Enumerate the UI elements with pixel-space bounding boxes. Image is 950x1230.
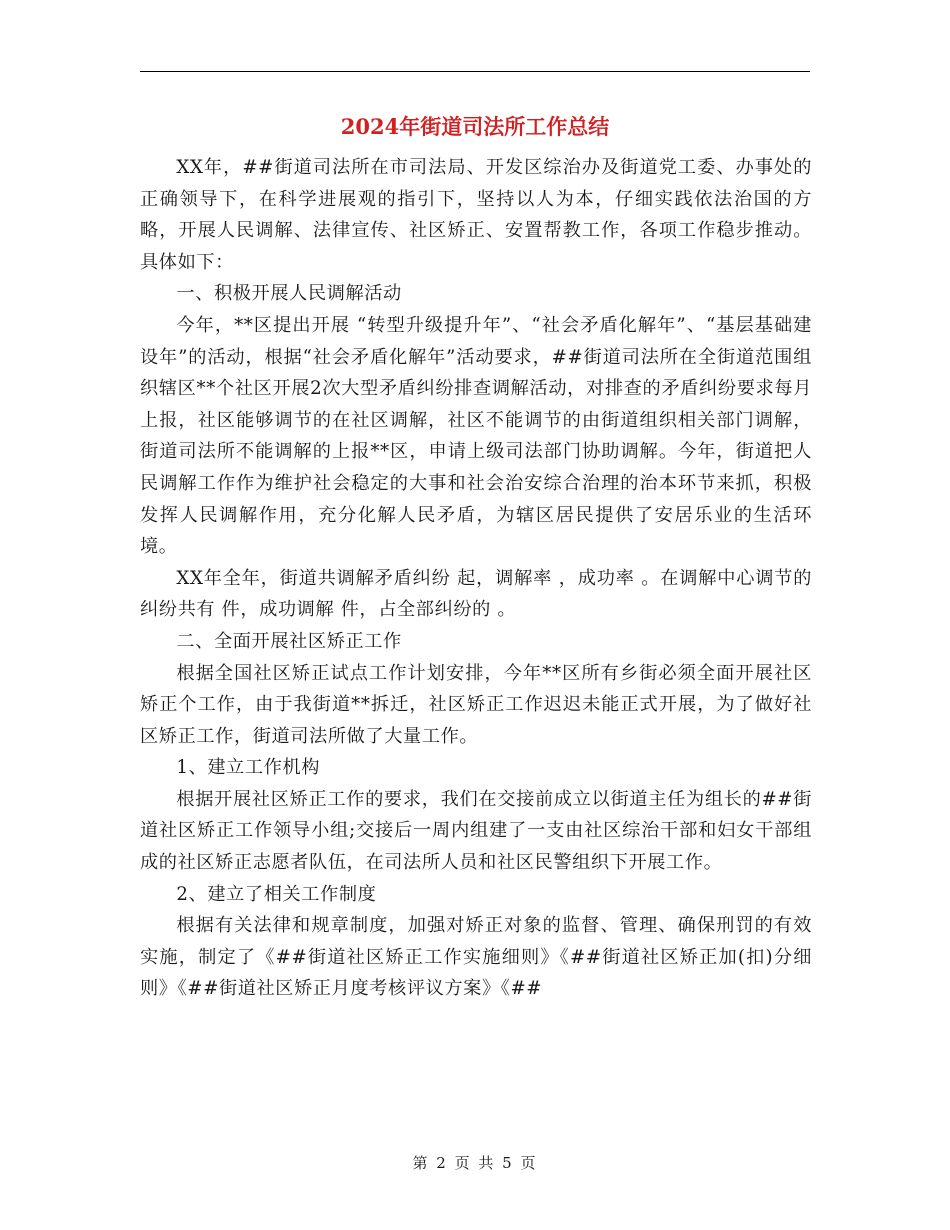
section-heading-mediation: 一、积极开展人民调解活动 xyxy=(176,283,402,305)
paragraph-organization: 根据开展社区矫正工作的要求，我们在交接前成立以街道主任为组长的##街道社区矫正工作领导小组;交接后一周内组建了一支由社区综治干部和妇女干部组成的社区矫正志愿者队伍，在司法所人员和社区民警组织下开展工作。 xyxy=(140,788,812,874)
document-body xyxy=(140,152,812,1005)
subheading-organization: 1、建立工作机构 xyxy=(176,757,321,779)
section-heading-correction: 二、全面开展社区矫正工作 xyxy=(176,630,402,652)
page-footer: 第 2 页 共 5 页 xyxy=(412,1154,538,1172)
paragraph-mediation-stats: XX年全年，街道共调解矛盾纠纷 起，调解率 ，成功率 。在调解中心调节的纠纷共有 件，成功调解 件，占全部纠纷的 。 xyxy=(140,567,812,621)
paragraph-mediation: 今年，**区提出开展 “转型升级提升年”、“社会矛盾化解年”、“基层基础建设年”的活动，根据“社会矛盾化解年”活动要求，##街道司法所在全街道范围组织辖区**个社区开展2次大型矛盾纠纷排查调解活动，对排查的矛盾纠纷要求每月上报，社区能够调节的在社区调解，社区不能调节的由街道组织相关部门调解，街道司法所不能调解的上报**区，申请上级司法部门协助调解。今年，街道把人民调解工作作为维护社会稳定的大事和社会治安综合治理的治本环节来抓，积极发挥人民调解作用，充分化解人民矛盾，为辖区居民提供了安居乐业的生活环境。 xyxy=(140,314,812,558)
paragraph-correction: 根据全国社区矫正试点工作计划安排，今年**区所有乡街必须全面开展社区矫正个工作，由于我街道**拆迁，社区矫正工作迟迟未能正式开展，为了做好社区矫正工作，街道司法所做了大量工作。 xyxy=(140,662,812,747)
paragraph-intro: XX年，##街道司法所在市司法局、开发区综治办及街道党工委、办事处的正确领导下，在科学进展观的指引下，坚持以人为本，仔细实践依法治国的方略，开展人民调解、法律宣传、社区矫正、安置帮教工作，各项工作稳步推动。具体如下： xyxy=(140,157,812,273)
header-rule xyxy=(140,71,810,72)
document-title: 2024年街道司法所工作总结 xyxy=(340,114,610,139)
subheading-rules: 2、建立了相关工作制度 xyxy=(176,883,377,905)
paragraph-rules: 根据有关法律和规章制度，加强对矫正对象的监督、管理、确保刑罚的有效实施，制定了《##街道社区矫正工作实施细则》《##街道社区矫正加(扣)分细则》《##街道社区矫正月度考核评议方案》《## xyxy=(140,915,812,1000)
